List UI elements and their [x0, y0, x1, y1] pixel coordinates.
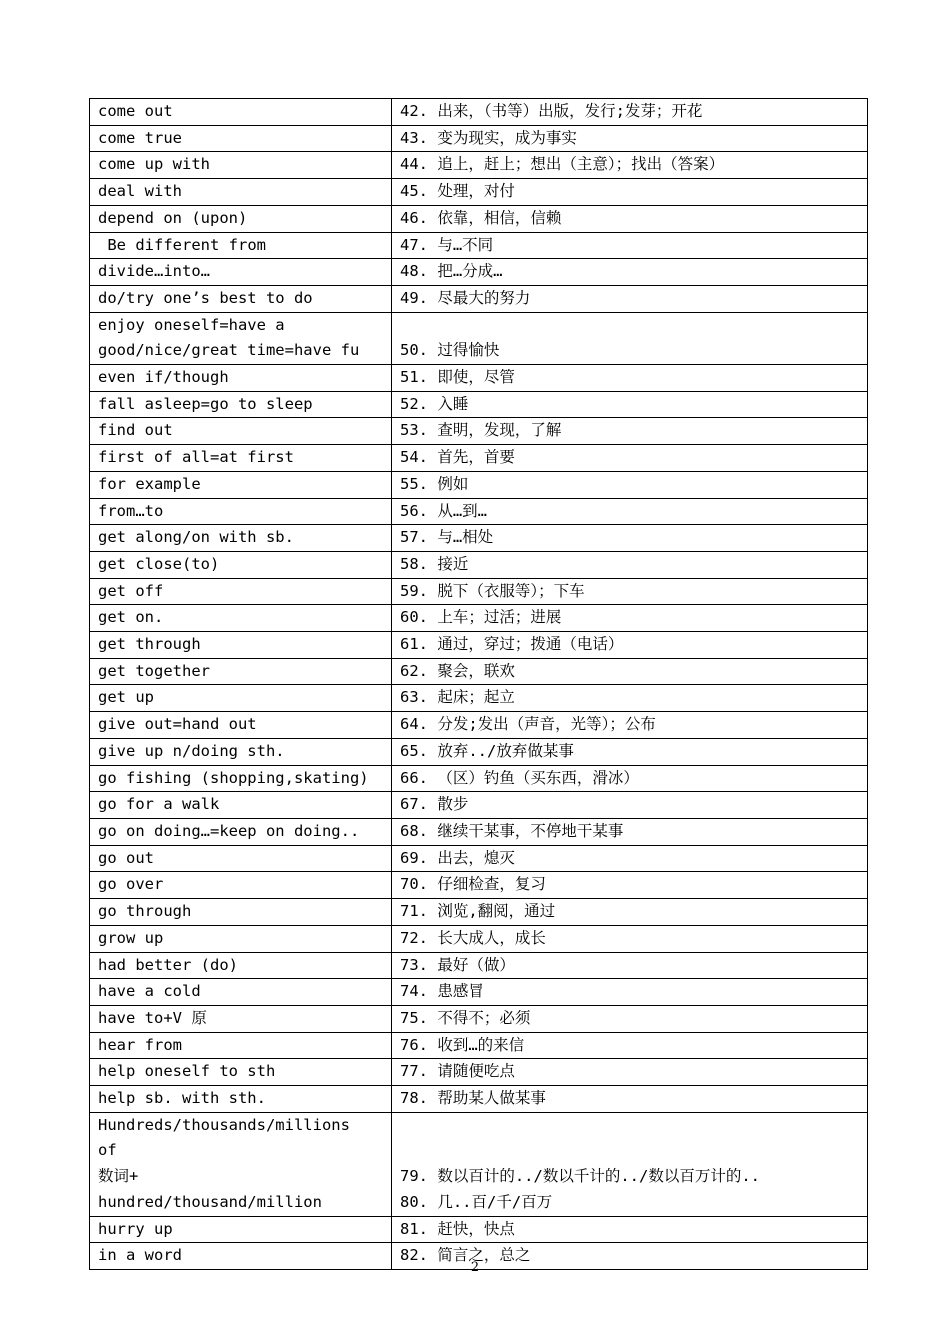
english-phrase-cell: give up n/doing sth. [90, 738, 392, 765]
chinese-meaning-cell: 75. 不得不；必须 [392, 1005, 868, 1032]
vocabulary-table [89, 98, 868, 1270]
english-phrase-cell: come up with [90, 152, 392, 179]
table-row [90, 391, 868, 418]
chinese-meaning-cell: 81. 赶快，快点 [392, 1216, 868, 1243]
table-row [90, 99, 868, 126]
english-phrase-cell: do/try one’s best to do [90, 285, 392, 312]
english-phrase-cell: find out [90, 418, 392, 445]
english-phrase-cell: get up [90, 685, 392, 712]
english-phrase-cell: even if/though [90, 365, 392, 392]
table-row [90, 312, 868, 364]
table-row [90, 259, 868, 286]
chinese-meaning-cell: 82. 简言之，总之 [392, 1243, 868, 1270]
table-row [90, 578, 868, 605]
chinese-meaning-cell: 65. 放弃../放弃做某事 [392, 738, 868, 765]
english-phrase-cell: get along/on with sb. [90, 525, 392, 552]
chinese-meaning-cell: 54. 首先，首要 [392, 445, 868, 472]
chinese-meaning-cell: 57. 与…相处 [392, 525, 868, 552]
table-row [90, 551, 868, 578]
english-phrase-cell: Hundreds/thousands/millions of 数词+ hundred/thousand/million [90, 1112, 392, 1216]
chinese-meaning-cell: 79. 数以百计的../数以千计的../数以百万计的.. 80. 几..百/千/百万 [392, 1112, 868, 1216]
english-phrase-cell: from…to [90, 498, 392, 525]
english-phrase-cell: depend on (upon) [90, 205, 392, 232]
chinese-meaning-cell: 49. 尽最大的努力 [392, 285, 868, 312]
vocabulary-table-body [90, 99, 868, 1270]
table-row [90, 952, 868, 979]
chinese-meaning-cell: 70. 仔细检查，复习 [392, 872, 868, 899]
table-row [90, 232, 868, 259]
table-row [90, 845, 868, 872]
chinese-meaning-cell: 52. 入睡 [392, 391, 868, 418]
table-row [90, 1216, 868, 1243]
table-row [90, 445, 868, 472]
chinese-meaning-cell: 56. 从…到… [392, 498, 868, 525]
table-row [90, 765, 868, 792]
table-row [90, 925, 868, 952]
chinese-meaning-cell: 53. 查明，发现，了解 [392, 418, 868, 445]
english-phrase-cell: come true [90, 125, 392, 152]
table-row [90, 818, 868, 845]
chinese-meaning-cell: 61. 通过，穿过；拨通（电话） [392, 632, 868, 659]
table-row [90, 605, 868, 632]
english-phrase-cell: in a word [90, 1243, 392, 1270]
english-phrase-cell: get together [90, 658, 392, 685]
english-phrase-cell: go on doing…=keep on doing.. [90, 818, 392, 845]
table-row [90, 632, 868, 659]
table-row [90, 899, 868, 926]
chinese-meaning-cell: 63. 起床；起立 [392, 685, 868, 712]
table-row [90, 1086, 868, 1113]
chinese-meaning-cell: 67. 散步 [392, 792, 868, 819]
english-phrase-cell: come out [90, 99, 392, 126]
chinese-meaning-cell: 51. 即使，尽管 [392, 365, 868, 392]
table-row [90, 125, 868, 152]
english-phrase-cell: grow up [90, 925, 392, 952]
chinese-meaning-cell: 73. 最好（做） [392, 952, 868, 979]
chinese-meaning-cell: 76. 收到…的来信 [392, 1032, 868, 1059]
english-phrase-cell: go over [90, 872, 392, 899]
chinese-meaning-cell: 69. 出去，熄灭 [392, 845, 868, 872]
table-row [90, 179, 868, 206]
english-phrase-cell: hurry up [90, 1216, 392, 1243]
table-row [90, 285, 868, 312]
english-phrase-cell: divide…into… [90, 259, 392, 286]
table-row [90, 1005, 868, 1032]
chinese-meaning-cell: 46. 依靠，相信，信赖 [392, 205, 868, 232]
page-number: 2 [470, 1260, 480, 1275]
table-row [90, 1059, 868, 1086]
table-row [90, 979, 868, 1006]
chinese-meaning-cell: 45. 处理，对付 [392, 179, 868, 206]
chinese-meaning-cell: 74. 患感冒 [392, 979, 868, 1006]
english-phrase-cell: get on. [90, 605, 392, 632]
chinese-meaning-cell: 43. 变为现实，成为事实 [392, 125, 868, 152]
english-phrase-cell: go for a walk [90, 792, 392, 819]
table-row [90, 872, 868, 899]
english-phrase-cell: get through [90, 632, 392, 659]
english-phrase-cell: hear from [90, 1032, 392, 1059]
table-row [90, 152, 868, 179]
english-phrase-cell: Be different from [90, 232, 392, 259]
chinese-meaning-cell: 47. 与…不同 [392, 232, 868, 259]
english-phrase-cell: go out [90, 845, 392, 872]
chinese-meaning-cell: 60. 上车；过活；进展 [392, 605, 868, 632]
english-phrase-cell: for example [90, 471, 392, 498]
chinese-meaning-cell: 44. 追上，赶上；想出（主意）；找出（答案） [392, 152, 868, 179]
chinese-meaning-cell: 77. 请随便吃点 [392, 1059, 868, 1086]
english-phrase-cell: go through [90, 899, 392, 926]
english-phrase-cell: fall asleep=go to sleep [90, 391, 392, 418]
chinese-meaning-cell: 64. 分发;发出（声音，光等）；公布 [392, 712, 868, 739]
english-phrase-cell: first of all=at first [90, 445, 392, 472]
english-phrase-cell: have to+V 原 [90, 1005, 392, 1032]
table-row [90, 365, 868, 392]
chinese-meaning-cell: 58. 接近 [392, 551, 868, 578]
english-phrase-cell: give out=hand out [90, 712, 392, 739]
english-phrase-cell: help sb. with sth. [90, 1086, 392, 1113]
english-phrase-cell: had better (do) [90, 952, 392, 979]
chinese-meaning-cell: 59. 脱下（衣服等）；下车 [392, 578, 868, 605]
english-phrase-cell: deal with [90, 179, 392, 206]
chinese-meaning-cell: 71. 浏览,翻阅，通过 [392, 899, 868, 926]
chinese-meaning-cell: 78. 帮助某人做某事 [392, 1086, 868, 1113]
table-row [90, 792, 868, 819]
english-phrase-cell: enjoy oneself=have a good/nice/great time=have fu [90, 312, 392, 364]
table-row [90, 205, 868, 232]
table-row [90, 498, 868, 525]
chinese-meaning-cell: 62. 聚会，联欢 [392, 658, 868, 685]
table-row [90, 712, 868, 739]
table-row [90, 525, 868, 552]
chinese-meaning-cell: 42. 出来，（书等）出版，发行;发芽；开花 [392, 99, 868, 126]
table-row [90, 1112, 868, 1216]
english-phrase-cell: get close(to) [90, 551, 392, 578]
table-row [90, 658, 868, 685]
english-phrase-cell: have a cold [90, 979, 392, 1006]
english-phrase-cell: go fishing (shopping,skating) [90, 765, 392, 792]
chinese-meaning-cell: 55. 例如 [392, 471, 868, 498]
table-row [90, 738, 868, 765]
chinese-meaning-cell: 72. 长大成人，成长 [392, 925, 868, 952]
chinese-meaning-cell: 50. 过得愉快 [392, 312, 868, 364]
table-row [90, 418, 868, 445]
table-row [90, 685, 868, 712]
chinese-meaning-cell: 48. 把…分成… [392, 259, 868, 286]
chinese-meaning-cell: 68. 继续干某事，不停地干某事 [392, 818, 868, 845]
chinese-meaning-cell: 66. （区）钓鱼（买东西，滑冰） [392, 765, 868, 792]
english-phrase-cell: get off [90, 578, 392, 605]
english-phrase-cell: help oneself to sth [90, 1059, 392, 1086]
table-row [90, 471, 868, 498]
table-row [90, 1032, 868, 1059]
